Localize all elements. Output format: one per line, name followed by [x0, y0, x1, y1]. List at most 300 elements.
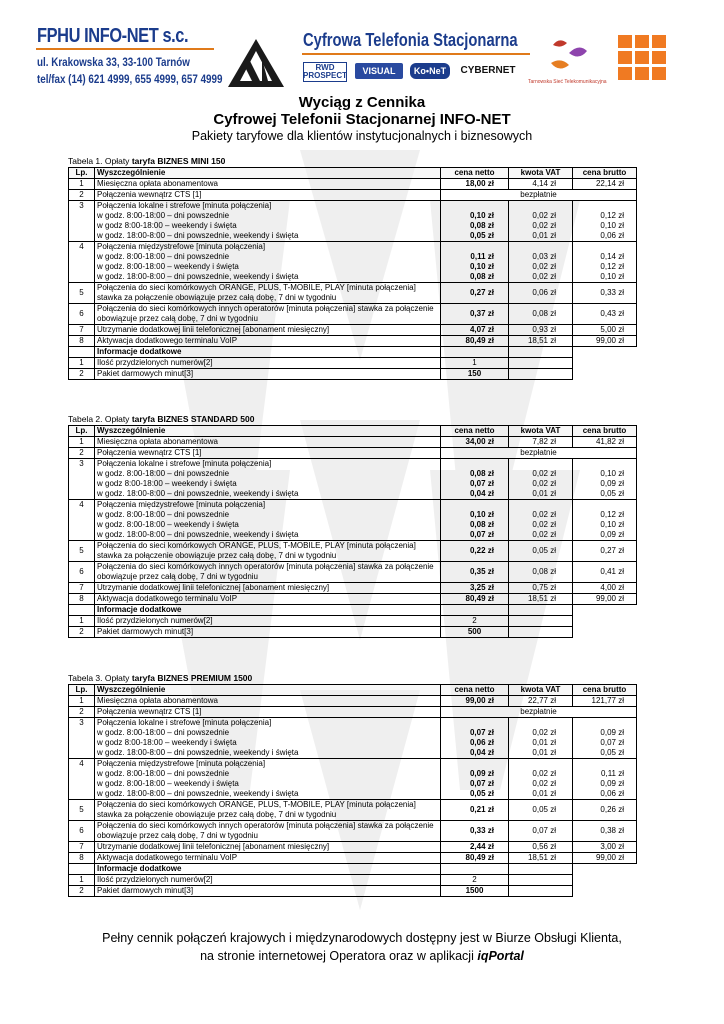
price-table-2	[68, 414, 637, 638]
row-brutto: 0,10 zł	[573, 469, 637, 479]
info-description: Pakiet darmowych minut[3]	[95, 369, 441, 380]
column-header-vat: kwota VAT	[509, 426, 573, 437]
row-brutto: 0,09 zł	[573, 530, 637, 541]
info-row	[69, 886, 637, 897]
row-netto	[441, 759, 509, 770]
row-number: 8	[69, 853, 95, 864]
row-vat: 0,02 zł	[509, 469, 573, 479]
row-number: 1	[69, 437, 95, 448]
table-caption: Tabela 2. Opłaty taryfa BIZNES STANDARD 500	[68, 414, 255, 424]
row-number: 4	[69, 500, 95, 511]
row-brutto: 5,00 zł	[573, 325, 637, 336]
table-row	[69, 283, 637, 304]
row-netto: 0,07 zł	[441, 779, 509, 789]
table-row	[69, 190, 637, 201]
row-vat: 0,02 zł	[509, 211, 573, 221]
table-header-row	[69, 426, 637, 437]
tariff-table	[68, 425, 637, 638]
row-brutto: 0,07 zł	[573, 738, 637, 748]
column-header-netto: cena netto	[441, 426, 509, 437]
row-description: Połączenia wewnątrz CTS [1]	[95, 707, 441, 718]
row-vat: 18,51 zł	[509, 853, 573, 864]
row-netto: 0,05 zł	[441, 789, 509, 800]
row-number: 6	[69, 304, 95, 325]
row-brutto: 0,26 zł	[573, 800, 637, 821]
info-header-row	[69, 347, 637, 358]
row-brutto: 0,14 zł	[573, 252, 637, 262]
row-number	[69, 530, 95, 541]
table-row	[69, 211, 637, 221]
document-title: Wyciąg z Cennika	[298, 94, 426, 111]
row-description: w godz. 18:00-8:00 – dni powszednie, weekendy i święta	[95, 748, 441, 759]
row-vat: 0,02 zł	[509, 769, 573, 779]
row-description: Połączenia lokalne i strefowe [minuta połączenia]	[95, 718, 441, 729]
row-netto	[441, 459, 509, 470]
table-row	[69, 738, 637, 748]
column-header-desc: Wyszczególnienie	[95, 685, 441, 696]
column-header-netto: cena netto	[441, 685, 509, 696]
column-header-lp: Lp.	[69, 426, 95, 437]
row-number: 2	[69, 707, 95, 718]
column-header-brutto: cena brutto	[573, 426, 637, 437]
row-number: 3	[69, 201, 95, 212]
company-phone: tel/fax (14) 621 4999, 655 4999, 657 4999	[37, 72, 223, 86]
row-description: Połączenia do sieci komórkowych innych operatorów [minuta połączenia] stawka za połączenie obowiązuje przez całą dobę, 7 dni w tygodniu	[95, 821, 441, 842]
row-number	[69, 769, 95, 779]
info-net-logo-icon	[226, 37, 286, 89]
table-row	[69, 583, 637, 594]
info-header-row	[69, 605, 637, 616]
info-header: Informacje dodatkowe	[95, 347, 441, 358]
row-number: 2	[69, 190, 95, 201]
tsl-logo-icon	[545, 35, 591, 75]
row-brutto: 0,06 zł	[573, 231, 637, 242]
table-row	[69, 479, 637, 489]
price-table-1	[68, 156, 637, 380]
row-number	[69, 510, 95, 520]
rwd-prospect-logo: RWD PROSPECT	[303, 63, 348, 80]
info-value: 1	[441, 358, 509, 369]
row-netto: 0,08 zł	[441, 221, 509, 231]
row-description: w godz. 8:00-18:00 – dni powszednie	[95, 469, 441, 479]
row-vat: 4,14 zł	[509, 179, 573, 190]
row-brutto: 0,05 zł	[573, 748, 637, 759]
row-vat	[509, 459, 573, 470]
table-caption: Tabela 3. Opłaty taryfa BIZNES PREMIUM 1500	[68, 673, 253, 683]
row-number	[69, 748, 95, 759]
row-vat: 0,75 zł	[509, 583, 573, 594]
column-header-desc: Wyszczególnienie	[95, 168, 441, 179]
row-vat: 0,01 zł	[509, 231, 573, 242]
row-brutto: 22,14 zł	[573, 179, 637, 190]
row-number	[69, 728, 95, 738]
row-netto: 0,37 zł	[441, 304, 509, 325]
row-brutto: 0,10 zł	[573, 221, 637, 231]
row-vat: 0,07 zł	[509, 821, 573, 842]
table-row	[69, 262, 637, 272]
row-brutto: 99,00 zł	[573, 853, 637, 864]
row-netto: 80,49 zł	[441, 853, 509, 864]
row-number	[69, 272, 95, 283]
row-vat: 0,02 zł	[509, 272, 573, 283]
footer-line-2: na stronie internetowej Operatora oraz w aplikacji iqPortal	[200, 949, 524, 963]
info-value: 150	[441, 369, 509, 380]
row-number	[69, 520, 95, 530]
row-brutto: 0,33 zł	[573, 283, 637, 304]
row-description: w godz. 18:00-8:00 – dni powszednie, weekendy i święta	[95, 789, 441, 800]
table-row	[69, 179, 637, 190]
row-vat: 0,01 zł	[509, 789, 573, 800]
row-description: w godz. 8:00-18:00 – dni powszednie	[95, 728, 441, 738]
table-row	[69, 231, 637, 242]
table-row	[69, 718, 637, 729]
row-number	[69, 738, 95, 748]
table-row	[69, 594, 637, 605]
row-number: 1	[69, 696, 95, 707]
column-header-netto: cena netto	[441, 168, 509, 179]
row-netto: 2,44 zł	[441, 842, 509, 853]
row-vat	[509, 759, 573, 770]
row-number	[69, 252, 95, 262]
table-row	[69, 821, 637, 842]
row-free-value: bezpłatnie	[441, 190, 637, 201]
row-vat: 0,03 zł	[509, 252, 573, 262]
row-brutto	[573, 459, 637, 470]
row-brutto: 0,05 zł	[573, 489, 637, 500]
row-description: Połączenia do sieci komórkowych ORANGE, PLUS, T-MOBILE, PLAY [minuta połączenia] stawka za połączenie obowiązuje przez całą dobę, 7 dni w tygodniu	[95, 541, 441, 562]
column-header-brutto: cena brutto	[573, 685, 637, 696]
table-row	[69, 759, 637, 770]
row-number	[69, 221, 95, 231]
info-header-row	[69, 864, 637, 875]
row-description: w godz 8:00-18:00 – weekendy i święta	[95, 221, 441, 231]
row-number: 8	[69, 594, 95, 605]
table-caption: Tabela 1. Opłaty taryfa BIZNES MINI 150	[68, 156, 226, 166]
row-vat: 0,02 zł	[509, 479, 573, 489]
row-netto: 0,04 zł	[441, 489, 509, 500]
row-description: Połączenia wewnątrz CTS [1]	[95, 190, 441, 201]
row-number: 7	[69, 583, 95, 594]
row-description: w godz. 8:00-18:00 – weekendy i święta	[95, 262, 441, 272]
row-netto	[441, 718, 509, 729]
row-netto: 0,07 zł	[441, 479, 509, 489]
row-number: 3	[69, 718, 95, 729]
row-netto: 0,27 zł	[441, 283, 509, 304]
row-brutto: 0,09 zł	[573, 779, 637, 789]
row-vat	[509, 718, 573, 729]
row-vat: 22,77 zł	[509, 696, 573, 707]
row-number	[69, 489, 95, 500]
row-number: 5	[69, 283, 95, 304]
row-brutto	[573, 718, 637, 729]
row-number: 2	[69, 448, 95, 459]
tariff-table	[68, 684, 637, 897]
row-vat	[509, 201, 573, 212]
row-number: 6	[69, 821, 95, 842]
table-row	[69, 530, 637, 541]
company-contact	[37, 54, 222, 88]
column-header-lp: Lp.	[69, 685, 95, 696]
table-header-row	[69, 685, 637, 696]
table-header-row	[69, 168, 637, 179]
table-row	[69, 842, 637, 853]
document-subtitle: Pakiety taryfowe dla klientów instytucjonalnych i biznesowych	[191, 129, 533, 143]
row-brutto: 0,09 zł	[573, 728, 637, 738]
row-description: Połączenia do sieci komórkowych innych operatorów [minuta połączenia] stawka za połączenie obowiązuje przez całą dobę, 7 dni w tygodniu	[95, 304, 441, 325]
row-description: Utrzymanie dodatkowej linii telefonicznej [abonament miesięczny]	[95, 583, 441, 594]
table-row	[69, 221, 637, 231]
row-vat: 7,82 zł	[509, 437, 573, 448]
table-row	[69, 562, 637, 583]
row-description: Połączenia lokalne i strefowe [minuta połączenia]	[95, 201, 441, 212]
info-value: 1500	[441, 886, 509, 897]
row-description: w godz. 8:00-18:00 – weekendy i święta	[95, 779, 441, 789]
row-netto: 0,09 zł	[441, 769, 509, 779]
row-netto: 34,00 zł	[441, 437, 509, 448]
table-row	[69, 520, 637, 530]
row-description: Aktywacja dodatkowego terminalu VoIP	[95, 853, 441, 864]
row-netto: 0,05 zł	[441, 231, 509, 242]
table-row	[69, 853, 637, 864]
row-brutto: 0,12 zł	[573, 510, 637, 520]
row-vat	[509, 242, 573, 253]
row-description: Utrzymanie dodatkowej linii telefonicznej [abonament miesięczny]	[95, 325, 441, 336]
row-description: Aktywacja dodatkowego terminalu VoIP	[95, 594, 441, 605]
table-row	[69, 469, 637, 479]
row-netto: 0,10 zł	[441, 211, 509, 221]
row-brutto: 0,38 zł	[573, 821, 637, 842]
brand-title: Cyfrowa Telefonia Stacjonarna	[303, 30, 518, 50]
row-description: w godz. 18:00-8:00 – dni powszednie, weekendy i święta	[95, 231, 441, 242]
row-vat: 0,01 zł	[509, 738, 573, 748]
table-row	[69, 336, 637, 347]
row-brutto	[573, 242, 637, 253]
row-netto: 0,35 zł	[441, 562, 509, 583]
row-vat: 0,93 zł	[509, 325, 573, 336]
row-vat: 0,02 zł	[509, 728, 573, 738]
row-brutto: 99,00 zł	[573, 594, 637, 605]
row-vat: 0,01 zł	[509, 489, 573, 500]
row-description: Połączenia do sieci komórkowych ORANGE, PLUS, T-MOBILE, PLAY [minuta połączenia] stawka za połączenie obowiązuje przez całą dobę, 7 dni w tygodniu	[95, 283, 441, 304]
table-row	[69, 789, 637, 800]
row-netto: 0,21 zł	[441, 800, 509, 821]
row-brutto: 0,43 zł	[573, 304, 637, 325]
row-description: Połączenia wewnątrz CTS [1]	[95, 448, 441, 459]
table-row	[69, 448, 637, 459]
row-brutto: 0,12 zł	[573, 211, 637, 221]
row-netto: 80,49 zł	[441, 336, 509, 347]
price-table-3	[68, 673, 637, 897]
row-number: 1	[69, 179, 95, 190]
squares-logo-icon	[618, 35, 668, 80]
row-description: Połączenia międzystrefowe [minuta połączenia]	[95, 500, 441, 511]
row-vat: 0,08 zł	[509, 304, 573, 325]
row-description: Połączenia do sieci komórkowych innych operatorów [minuta połączenia] stawka za połączenie obowiązuje przez całą dobę, 7 dni w tygodniu	[95, 562, 441, 583]
info-number: 2	[69, 369, 95, 380]
row-vat: 0,02 zł	[509, 262, 573, 272]
row-brutto: 121,77 zł	[573, 696, 637, 707]
info-value: 2	[441, 875, 509, 886]
row-vat: 0,02 zł	[509, 520, 573, 530]
row-description: Utrzymanie dodatkowej linii telefonicznej [abonament miesięczny]	[95, 842, 441, 853]
company-address: ul. Krakowska 33, 33-100 Tarnów	[37, 55, 190, 69]
info-number: 1	[69, 875, 95, 886]
row-number: 8	[69, 336, 95, 347]
row-number	[69, 469, 95, 479]
row-free-value: bezpłatnie	[441, 448, 637, 459]
info-description: Pakiet darmowych minut[3]	[95, 886, 441, 897]
row-brutto	[573, 500, 637, 511]
row-netto: 3,25 zł	[441, 583, 509, 594]
row-number	[69, 479, 95, 489]
column-header-brutto: cena brutto	[573, 168, 637, 179]
row-description: w godz. 8:00-18:00 – dni powszednie	[95, 510, 441, 520]
table-row	[69, 459, 637, 470]
table-row	[69, 500, 637, 511]
row-brutto	[573, 759, 637, 770]
konet-logo: Ko•NeT	[410, 63, 450, 79]
table-row	[69, 696, 637, 707]
info-header: Informacje dodatkowe	[95, 605, 441, 616]
row-description: w godz 8:00-18:00 – weekendy i święta	[95, 738, 441, 748]
row-netto: 99,00 zł	[441, 696, 509, 707]
column-header-vat: kwota VAT	[509, 685, 573, 696]
row-netto: 0,08 zł	[441, 272, 509, 283]
table-row	[69, 800, 637, 821]
info-row	[69, 358, 637, 369]
table-row	[69, 252, 637, 262]
info-description: Pakiet darmowych minut[3]	[95, 627, 441, 638]
tsl-logo-text: Tarnowska Sieć Telekomunikacyjna	[528, 79, 607, 85]
row-vat: 0,05 zł	[509, 541, 573, 562]
table-row	[69, 707, 637, 718]
footer-note	[0, 929, 724, 965]
cybernet-logo: CYBERNET	[460, 64, 516, 76]
row-description: Połączenia lokalne i strefowe [minuta połączenia]	[95, 459, 441, 470]
row-description: w godz. 18:00-8:00 – dni powszednie, weekendy i święta	[95, 530, 441, 541]
row-netto: 0,22 zł	[441, 541, 509, 562]
company-name: FPHU INFO-NET s.c.	[37, 25, 189, 47]
header-rule-right	[302, 53, 530, 55]
row-description: w godz. 8:00-18:00 – dni powszednie	[95, 769, 441, 779]
row-description: Połączenia międzystrefowe [minuta połączenia]	[95, 242, 441, 253]
table-row	[69, 272, 637, 283]
row-number	[69, 789, 95, 800]
info-value: 2	[441, 616, 509, 627]
row-vat: 0,02 zł	[509, 530, 573, 541]
table-row	[69, 510, 637, 520]
table-row	[69, 201, 637, 212]
row-netto	[441, 242, 509, 253]
row-description: w godz. 8:00-18:00 – dni powszednie	[95, 211, 441, 221]
info-description: Ilość przydzielonych numerów[2]	[95, 358, 441, 369]
row-description: Aktywacja dodatkowego terminalu VoIP	[95, 336, 441, 347]
row-brutto: 0,06 zł	[573, 789, 637, 800]
row-netto: 4,07 zł	[441, 325, 509, 336]
row-vat: 0,01 zł	[509, 748, 573, 759]
row-description: w godz. 8:00-18:00 – weekendy i święta	[95, 520, 441, 530]
row-description: w godz. 18:00-8:00 – dni powszednie, weekendy i święta	[95, 272, 441, 283]
row-number	[69, 211, 95, 221]
table-row	[69, 728, 637, 738]
row-description: Połączenia międzystrefowe [minuta połączenia]	[95, 759, 441, 770]
row-brutto	[573, 201, 637, 212]
row-netto: 0,33 zł	[441, 821, 509, 842]
row-vat	[509, 500, 573, 511]
row-netto: 0,06 zł	[441, 738, 509, 748]
table-row	[69, 769, 637, 779]
app-name: iqPortal	[477, 949, 524, 963]
column-header-vat: kwota VAT	[509, 168, 573, 179]
row-netto: 0,11 zł	[441, 252, 509, 262]
row-vat: 0,06 zł	[509, 283, 573, 304]
row-netto: 80,49 zł	[441, 594, 509, 605]
row-netto: 0,04 zł	[441, 748, 509, 759]
row-number: 5	[69, 541, 95, 562]
row-free-value: bezpłatnie	[441, 707, 637, 718]
row-netto: 0,10 zł	[441, 262, 509, 272]
row-brutto: 0,12 zł	[573, 262, 637, 272]
table-row	[69, 748, 637, 759]
row-netto: 0,07 zł	[441, 728, 509, 738]
table-row	[69, 437, 637, 448]
document-title-2: Cyfrowej Telefonii Stacjonarnej INFO-NET	[213, 111, 511, 128]
row-number	[69, 231, 95, 242]
row-brutto: 0,27 zł	[573, 541, 637, 562]
row-vat: 18,51 zł	[509, 336, 573, 347]
row-vat: 0,08 zł	[509, 562, 573, 583]
column-header-desc: Wyszczególnienie	[95, 426, 441, 437]
row-brutto: 4,00 zł	[573, 583, 637, 594]
row-number: 4	[69, 759, 95, 770]
row-number	[69, 262, 95, 272]
row-vat: 0,02 zł	[509, 510, 573, 520]
row-number: 5	[69, 800, 95, 821]
footer-line-1: Pełny cennik połączeń krajowych i międzynarodowych dostępny jest w Biurze Obsługi Klienta,	[102, 931, 622, 945]
row-netto	[441, 201, 509, 212]
row-description: w godz 8:00-18:00 – weekendy i święta	[95, 479, 441, 489]
table-row	[69, 779, 637, 789]
row-vat: 0,05 zł	[509, 800, 573, 821]
row-number	[69, 779, 95, 789]
row-netto	[441, 500, 509, 511]
row-netto: 0,10 zł	[441, 510, 509, 520]
row-description: Połączenia do sieci komórkowych ORANGE, PLUS, T-MOBILE, PLAY [minuta połączenia] stawka za połączenie obowiązuje przez całą dobę, 7 dni w tygodniu	[95, 800, 441, 821]
row-brutto: 0,09 zł	[573, 479, 637, 489]
column-header-lp: Lp.	[69, 168, 95, 179]
row-vat: 0,02 zł	[509, 221, 573, 231]
row-description: w godz. 18:00-8:00 – dni powszednie, weekendy i święta	[95, 489, 441, 500]
row-brutto: 0,41 zł	[573, 562, 637, 583]
row-number: 3	[69, 459, 95, 470]
row-brutto: 99,00 zł	[573, 336, 637, 347]
tariff-table	[68, 167, 637, 380]
row-vat: 0,02 zł	[509, 779, 573, 789]
row-netto: 0,07 zł	[441, 530, 509, 541]
row-netto: 18,00 zł	[441, 179, 509, 190]
row-brutto: 0,10 zł	[573, 272, 637, 283]
header-rule-left	[36, 48, 214, 50]
row-netto: 0,08 zł	[441, 469, 509, 479]
info-row	[69, 369, 637, 380]
row-brutto: 3,00 zł	[573, 842, 637, 853]
row-brutto: 0,10 zł	[573, 520, 637, 530]
info-row	[69, 875, 637, 886]
visual-logo: VISUAL	[355, 63, 403, 79]
row-brutto: 0,11 zł	[573, 769, 637, 779]
letterhead	[0, 0, 724, 92]
info-value: 500	[441, 627, 509, 638]
